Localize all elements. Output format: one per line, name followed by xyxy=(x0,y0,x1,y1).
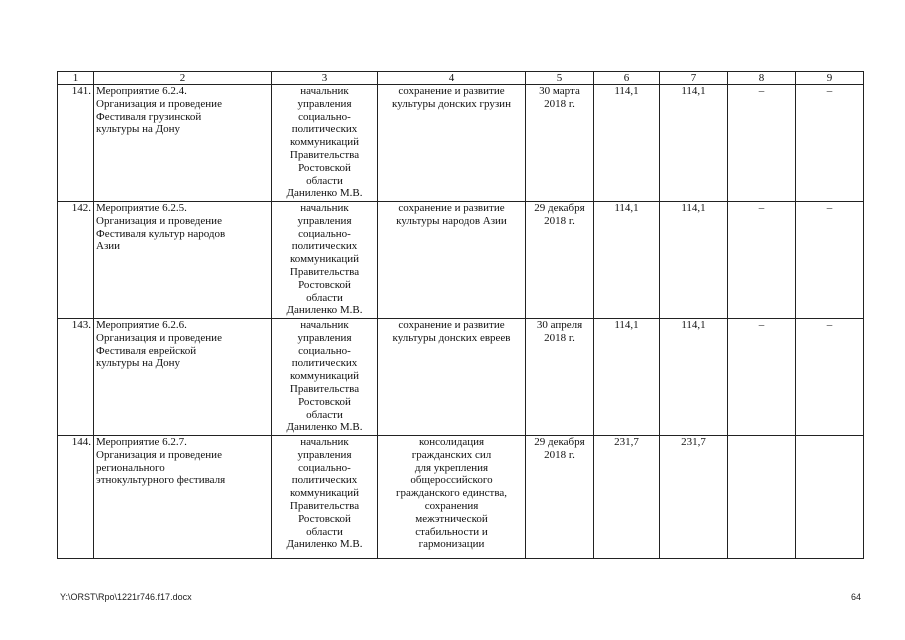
value-col-7: 114,1 xyxy=(660,85,728,202)
column-header: 8 xyxy=(728,72,796,85)
executor-line: начальник xyxy=(300,202,349,214)
executor-line: начальник xyxy=(300,85,349,97)
table-header-row xyxy=(58,72,864,85)
date-line: 2018 г. xyxy=(544,448,575,461)
measure-name-line: Организация и проведение xyxy=(96,331,222,344)
result-line: сохранение и развитие xyxy=(398,85,505,97)
executor-line: Ростовской xyxy=(298,161,351,174)
value-col-9: – xyxy=(796,319,864,436)
value-col-6: 114,1 xyxy=(594,202,660,319)
result-line: для укрепления xyxy=(414,461,489,474)
result-line: общероссийского xyxy=(410,474,493,487)
date-line: 2018 г. xyxy=(544,331,575,344)
measure-name-line: Мероприятие 6.2.5. xyxy=(96,202,187,214)
value-col-8: – xyxy=(728,319,796,436)
expected-result xyxy=(378,85,526,202)
result-line: культуры народов Азии xyxy=(396,214,507,227)
table-row xyxy=(58,436,864,559)
executor-line: Даниленко М.В. xyxy=(286,304,363,317)
row-number: 143. xyxy=(58,319,94,436)
deadline-date xyxy=(526,319,594,436)
measure-name-line: Фестиваля еврейской xyxy=(96,344,197,357)
column-header: 9 xyxy=(796,72,864,85)
value-col-8: – xyxy=(728,85,796,202)
column-header: 4 xyxy=(378,72,526,85)
executor-line: Даниленко М.В. xyxy=(286,187,363,200)
measure-name-line: Мероприятие 6.2.7. xyxy=(96,436,187,448)
value-col-7: 114,1 xyxy=(660,319,728,436)
column-header: 7 xyxy=(660,72,728,85)
measure-name-line: регионального xyxy=(96,461,165,474)
executor-line: социально- xyxy=(298,344,351,357)
executor-line: политических xyxy=(291,240,358,253)
result-line: гармонизации xyxy=(418,538,485,551)
result-line: гражданского единства, xyxy=(396,487,507,500)
executor-line: коммуникаций xyxy=(290,136,359,149)
executor-line: управления xyxy=(297,331,352,344)
measure-name xyxy=(94,202,272,319)
date-line: 30 марта xyxy=(539,85,580,97)
executor-line: коммуникаций xyxy=(290,487,359,500)
measures-table xyxy=(57,71,864,559)
value-col-6: 114,1 xyxy=(594,319,660,436)
executor-line: Правительства xyxy=(289,382,360,395)
executor-line: области xyxy=(306,408,343,421)
executor-line: области xyxy=(306,525,343,538)
expected-result xyxy=(378,202,526,319)
footer-file-path: Y:\ORST\Rpo\1221r746.f17.docx xyxy=(60,592,192,602)
column-header: 2 xyxy=(94,72,272,85)
executor-line: области xyxy=(306,174,343,187)
row-number: 142. xyxy=(58,202,94,319)
table-row xyxy=(58,202,864,319)
executor-line: политических xyxy=(291,357,358,370)
executor-line: политических xyxy=(291,123,358,136)
executor-line: управления xyxy=(297,448,352,461)
executor-line: начальник xyxy=(300,319,349,331)
expected-result xyxy=(378,319,526,436)
value-col-6: 231,7 xyxy=(594,436,660,559)
executor-line: Даниленко М.В. xyxy=(286,421,363,434)
measure-name-line: Организация и проведение xyxy=(96,448,222,461)
measure-name xyxy=(94,436,272,559)
column-header: 6 xyxy=(594,72,660,85)
value-col-9: – xyxy=(796,85,864,202)
executor-line: Ростовской xyxy=(298,395,351,408)
result-line: стабильности и xyxy=(415,525,488,538)
executor-line: Ростовской xyxy=(298,512,351,525)
result-line: культуры донских евреев xyxy=(392,331,511,344)
executor-line: области xyxy=(306,291,343,304)
executor-line: начальник xyxy=(300,436,349,448)
measure-name-line: Азии xyxy=(96,240,121,253)
measure-name-line: культуры на Дону xyxy=(96,123,181,136)
deadline-date xyxy=(526,202,594,319)
executor-line: социально- xyxy=(298,461,351,474)
column-header: 3 xyxy=(272,72,378,85)
value-col-9 xyxy=(796,436,864,559)
result-line: консолидация xyxy=(418,436,485,448)
measure-name-line: Фестиваля грузинской xyxy=(96,110,202,123)
executor-line: коммуникаций xyxy=(290,253,359,266)
value-col-8 xyxy=(728,436,796,559)
executor-line: коммуникаций xyxy=(290,370,359,383)
date-line: 30 апреля xyxy=(536,319,583,331)
executor xyxy=(272,436,378,559)
table-row xyxy=(58,319,864,436)
executor-line: управления xyxy=(297,214,352,227)
measure-name-line: Организация и проведение xyxy=(96,214,222,227)
executor xyxy=(272,202,378,319)
expected-result xyxy=(378,436,526,559)
executor-line: Правительства xyxy=(289,499,360,512)
date-line: 29 декабря xyxy=(534,202,585,214)
column-header: 1 xyxy=(58,72,94,85)
result-line: гражданских сил xyxy=(411,448,492,461)
footer-page-number: 64 xyxy=(850,592,861,602)
measure-name-line: Организация и проведение xyxy=(96,97,222,110)
value-col-6: 114,1 xyxy=(594,85,660,202)
measure-name-line: Фестиваля культур народов xyxy=(96,227,226,240)
row-number: 141. xyxy=(58,85,94,202)
value-col-7: 114,1 xyxy=(660,202,728,319)
executor xyxy=(272,85,378,202)
executor-line: Даниленко М.В. xyxy=(286,538,363,551)
date-line: 2018 г. xyxy=(544,214,575,227)
executor-line: Правительства xyxy=(289,265,360,278)
result-line: сохранения xyxy=(424,499,479,512)
column-header: 5 xyxy=(526,72,594,85)
table-row xyxy=(58,85,864,202)
value-col-8: – xyxy=(728,202,796,319)
measure-name xyxy=(94,319,272,436)
value-col-9: – xyxy=(796,202,864,319)
value-col-7: 231,7 xyxy=(660,436,728,559)
executor xyxy=(272,319,378,436)
measure-name-line: этнокультурного фестиваля xyxy=(96,474,226,487)
date-line: 2018 г. xyxy=(544,97,575,110)
measure-name-line: Мероприятие 6.2.6. xyxy=(96,319,187,331)
result-line: межэтнической xyxy=(415,512,488,525)
measure-name-line: Мероприятие 6.2.4. xyxy=(96,85,187,97)
executor-line: социально- xyxy=(298,227,351,240)
measure-name xyxy=(94,85,272,202)
measure-name-line: культуры на Дону xyxy=(96,357,181,370)
result-line: сохранение и развитие xyxy=(398,319,505,331)
result-line: культуры донских грузин xyxy=(392,97,511,110)
executor-line: социально- xyxy=(298,110,351,123)
row-number: 144. xyxy=(58,436,94,559)
deadline-date xyxy=(526,436,594,559)
deadline-date xyxy=(526,85,594,202)
executor-line: политических xyxy=(291,474,358,487)
executor-line: Правительства xyxy=(289,148,360,161)
date-line: 29 декабря xyxy=(534,436,585,448)
executor-line: управления xyxy=(297,97,352,110)
result-line: сохранение и развитие xyxy=(398,202,505,214)
executor-line: Ростовской xyxy=(298,278,351,291)
